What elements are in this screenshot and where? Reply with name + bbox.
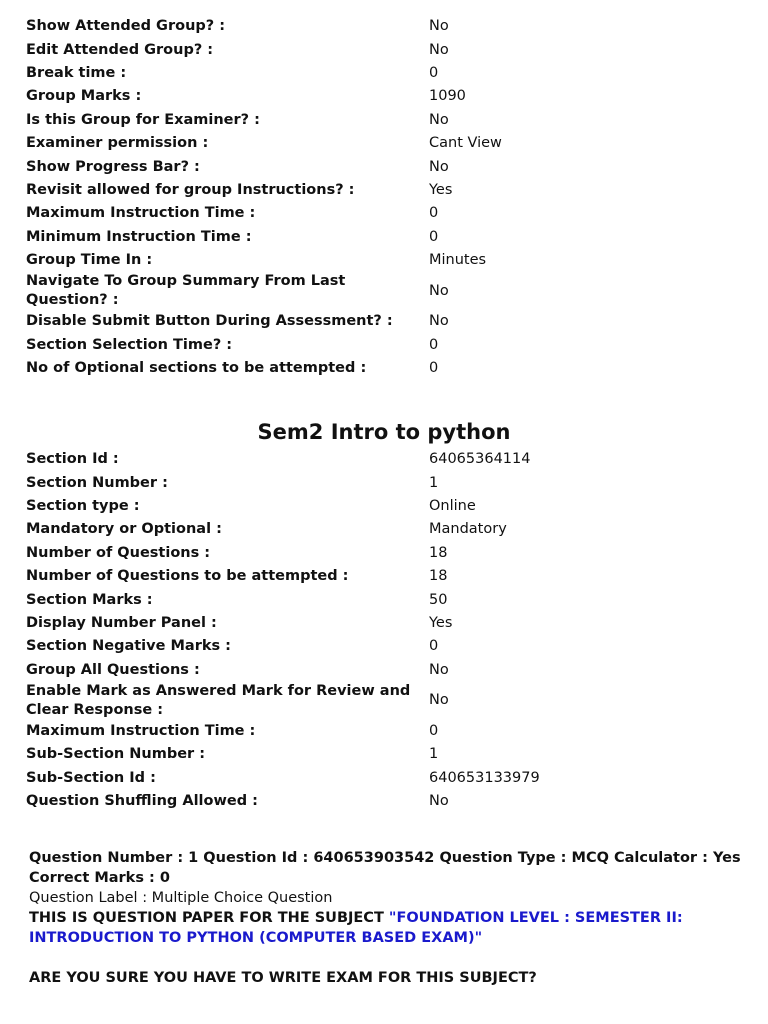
field-label: Examiner permission :	[26, 135, 209, 152]
group-settings-table	[26, 15, 726, 380]
field-label: Maximum Instruction Time :	[26, 205, 256, 222]
field-value: 640653133979	[429, 769, 540, 786]
field-label: Number of Questions :	[26, 544, 211, 561]
field-value: No	[429, 793, 449, 810]
field-label: Mandatory or Optional :	[26, 521, 222, 538]
field-value: 0	[429, 64, 439, 81]
field-value: 1	[429, 746, 439, 763]
table-row	[26, 588, 726, 611]
field-label: Section Marks :	[26, 591, 153, 608]
field-value: Mandatory	[429, 521, 507, 538]
field-label: Section type :	[26, 497, 140, 514]
table-row	[26, 15, 726, 38]
field-value: 18	[429, 568, 448, 585]
field-label: Section Id :	[26, 451, 119, 468]
table-row	[26, 310, 726, 333]
question-text	[29, 908, 749, 948]
table-row	[26, 565, 726, 588]
field-value: 0	[429, 228, 439, 245]
field-label: Is this Group for Examiner? :	[26, 111, 260, 128]
field-value: 0	[429, 723, 439, 740]
field-label: Break time :	[26, 64, 127, 81]
field-value: Cant View	[429, 135, 502, 152]
table-row	[26, 790, 726, 813]
field-label: Section Negative Marks :	[26, 638, 231, 655]
section-title: Sem2 Intro to python	[257, 420, 511, 444]
table-row	[26, 495, 726, 518]
table-row	[26, 542, 726, 565]
table-row	[26, 612, 726, 635]
field-value: 18	[429, 544, 448, 561]
question-block	[29, 848, 749, 988]
field-label: Disable Submit Button During Assessment? :	[26, 313, 393, 330]
field-value: No	[429, 111, 449, 128]
field-value: No	[429, 282, 449, 299]
section-settings-body	[26, 448, 726, 813]
table-row	[26, 682, 726, 720]
table-row	[26, 720, 726, 743]
field-label: Group Marks :	[26, 88, 142, 105]
field-value: Minutes	[429, 252, 487, 269]
table-row	[26, 471, 726, 494]
field-value: No	[429, 158, 449, 175]
group-settings-body	[26, 15, 726, 380]
field-label: Minimum Instruction Time :	[26, 228, 252, 245]
table-row	[26, 226, 726, 249]
table-row	[26, 62, 726, 85]
field-value: 1090	[429, 88, 466, 105]
field-value: No	[429, 692, 449, 709]
table-row	[26, 743, 726, 766]
field-label: No of Optional sections to be attempted :	[26, 360, 367, 377]
field-value: 0	[429, 336, 439, 353]
field-label: Group All Questions :	[26, 661, 200, 678]
field-value: 50	[429, 591, 448, 608]
question-confirm: ARE YOU SURE YOU HAVE TO WRITE EXAM FOR THIS SUBJECT?	[29, 970, 537, 986]
question-intro: THIS IS QUESTION PAPER FOR THE SUBJECT	[29, 910, 389, 926]
section-settings-table	[26, 448, 726, 813]
field-label: Show Progress Bar? :	[26, 158, 200, 175]
field-value: Yes	[429, 181, 453, 198]
table-row	[26, 767, 726, 790]
table-row	[26, 202, 726, 225]
field-label: Section Number :	[26, 474, 168, 491]
field-value: Yes	[429, 614, 453, 631]
field-label: Maximum Instruction Time :	[26, 723, 256, 740]
field-value: No	[429, 18, 449, 35]
field-label: Display Number Panel :	[26, 614, 217, 631]
table-row	[26, 272, 726, 310]
field-value: No	[429, 41, 449, 58]
field-value: No	[429, 313, 449, 330]
field-value: 0	[429, 205, 439, 222]
table-row	[26, 448, 726, 471]
table-row	[26, 334, 726, 357]
field-value: 64065364114	[429, 451, 531, 468]
field-value: 1	[429, 474, 439, 491]
table-row	[26, 155, 726, 178]
table-row	[26, 659, 726, 682]
field-value: 0	[429, 638, 439, 655]
table-row	[26, 109, 726, 132]
table-row	[26, 357, 726, 380]
field-label: Sub-Section Number :	[26, 746, 206, 763]
field-value: No	[429, 661, 449, 678]
field-label: Navigate To Group Summary From Last Question? :	[26, 273, 346, 309]
field-label: Sub-Section Id :	[26, 769, 156, 786]
field-label: Revisit allowed for group Instructions? :	[26, 181, 355, 198]
field-label: Section Selection Time? :	[26, 336, 233, 353]
question-subject: "FOUNDATION LEVEL : SEMESTER II: INTRODUCTION TO PYTHON (COMPUTER BASED EXAM)"	[29, 910, 683, 946]
table-row	[26, 85, 726, 108]
field-label: Group Time In :	[26, 252, 153, 269]
question-header: Question Number : 1 Question Id : 640653903542 Question Type : MCQ Calculator : Yes	[29, 850, 741, 866]
table-row	[26, 38, 726, 61]
table-row	[26, 249, 726, 272]
question-label: Question Label : Multiple Choice Question	[29, 890, 333, 906]
correct-marks: Correct Marks : 0	[29, 870, 170, 886]
field-label: Number of Questions to be attempted :	[26, 568, 349, 585]
table-row	[26, 179, 726, 202]
field-label: Question Shuffling Allowed :	[26, 793, 258, 810]
table-row	[26, 518, 726, 541]
field-value: Online	[429, 497, 476, 514]
field-label: Edit Attended Group? :	[26, 41, 214, 58]
field-label: Show Attended Group? :	[26, 18, 226, 35]
field-value: 0	[429, 360, 439, 377]
table-row	[26, 132, 726, 155]
table-row	[26, 635, 726, 658]
field-label: Enable Mark as Answered Mark for Review and Clear Response :	[26, 682, 411, 718]
